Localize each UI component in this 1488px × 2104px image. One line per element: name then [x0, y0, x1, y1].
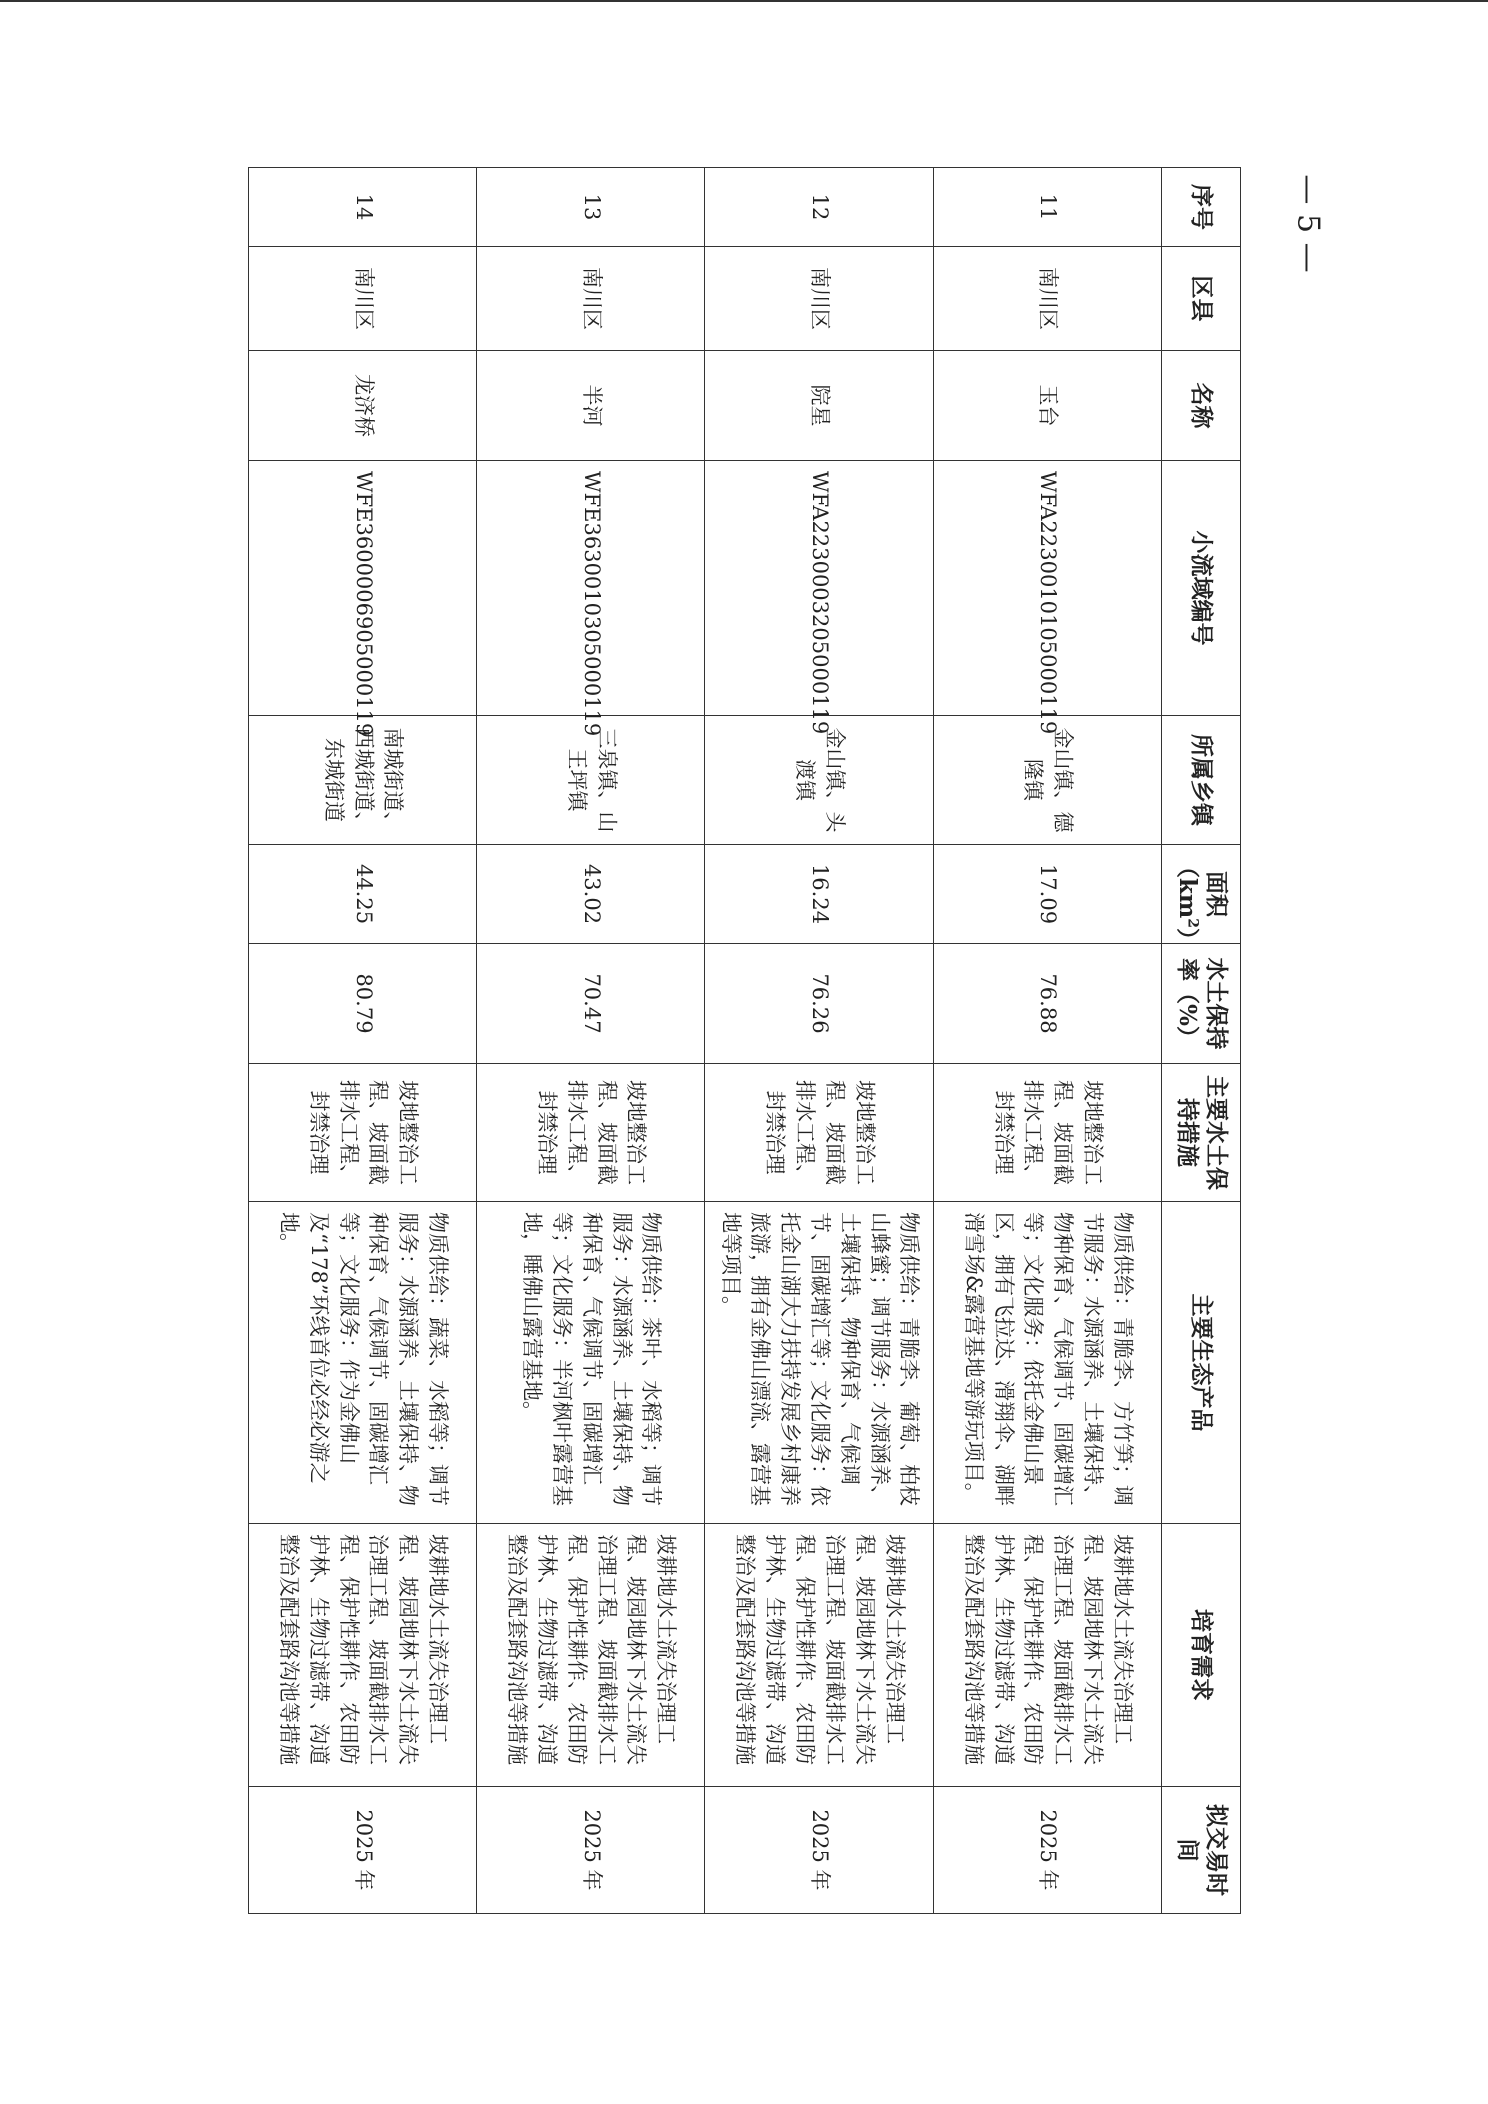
cell-name: 院星 [705, 351, 933, 461]
header-watershed-code: 小流域编号 [1162, 461, 1241, 716]
cell-rate: 80.79 [249, 944, 477, 1064]
header-row [1162, 168, 1241, 1914]
cell-rate: 76.26 [705, 944, 933, 1064]
header-town: 所属乡镇 [1162, 716, 1241, 845]
header-area-sup: 2 [1184, 918, 1201, 929]
cell-time: 2025 年 [933, 1787, 1161, 1914]
cell-time: 2025 年 [477, 1787, 705, 1914]
cell-area: 16.24 [705, 845, 933, 944]
table-row [933, 168, 1161, 1914]
cell-needs: 坡耕地水土流失治理工程、坡园地林下水土流失治理工程、坡面截排水工程、保护性耕作、农田防护林、生物过滤带、沟道整治及配套路沟池等措施 [249, 1524, 477, 1787]
header-conservation-rate: 水土保持率（%） [1162, 944, 1241, 1064]
watershed-table [248, 167, 1241, 1914]
header-measures: 主要水土保持措施 [1162, 1064, 1241, 1202]
cell-serial: 13 [477, 168, 705, 247]
cell-area: 43.02 [477, 845, 705, 944]
top-border-line [0, 0, 1488, 2]
cell-county: 南川区 [249, 247, 477, 351]
cell-rate: 76.88 [933, 944, 1161, 1064]
cell-county: 南川区 [933, 247, 1161, 351]
cell-code: WFA2230010105000119 [933, 461, 1161, 716]
cell-county: 南川区 [705, 247, 933, 351]
cell-code: WFE3630010305000119 [477, 461, 705, 716]
header-area [1162, 845, 1241, 952]
cell-name: 半河 [477, 351, 705, 461]
cell-area: 17.09 [933, 845, 1161, 944]
cell-measures: 坡地整治工程、坡面截排水工程、封禁治理 [705, 1064, 933, 1202]
cell-rate: 70.47 [477, 944, 705, 1064]
cell-products: 物质供给：蔬菜、水稻等；调节服务：水源涵养、土壤保持、物种保育、气候调节、固碳增汇等；文化服务：作为金佛山及“178”环线首位必经必游之地。 [249, 1202, 477, 1524]
table-row [705, 168, 933, 1914]
cell-serial: 12 [705, 168, 933, 247]
cell-products: 物质供给：青脆李、方竹笋；调节服务：水源涵养、土壤保持、物种保育、气候调节、固碳增汇等；文化服务：依托金佛山景区，拥有飞拉达、滑翔伞、湖畔滑雪场&露营基地等游玩项目。 [933, 1202, 1161, 1524]
cell-products: 物质供给：青脆李、葡萄、柏枝山蜂蜜；调节服务：水源涵养、土壤保持、物种保育、气候调节、固碳增汇等；文化服务：依托金山湖大力扶持发展乡村康养旅游，拥有金佛山漂流、露营基地等项目。 [705, 1202, 933, 1524]
cell-name: 龙济桥 [249, 351, 477, 461]
cell-town: 金山镇、德隆镇 [933, 716, 1161, 845]
cell-needs: 坡耕地水土流失治理工程、坡园地林下水土流失治理工程、坡面截排水工程、保护性耕作、农田防护林、生物过滤带、沟道整治及配套路沟池等措施 [933, 1524, 1161, 1787]
page-number: — 5 — [1290, 173, 1326, 273]
cell-county: 南川区 [477, 247, 705, 351]
cell-measures: 坡地整治工程、坡面截排水工程、封禁治理 [477, 1064, 705, 1202]
table-row [477, 168, 705, 1914]
cell-name: 玉台 [933, 351, 1161, 461]
header-county: 区县 [1162, 247, 1241, 351]
header-serial: 序号 [1162, 168, 1241, 247]
header-cultivation-needs: 培育需求 [1162, 1524, 1241, 1787]
cell-code: WFA2230003205000119 [705, 461, 933, 716]
cell-measures: 坡地整治工程、坡面截排水工程、封禁治理 [933, 1064, 1161, 1202]
cell-serial: 14 [249, 168, 477, 247]
header-area-close: ） [1174, 928, 1201, 952]
header-name: 名称 [1162, 351, 1241, 461]
header-trade-time: 拟交易时间 [1162, 1787, 1241, 1914]
cell-time: 2025 年 [249, 1787, 477, 1914]
cell-time: 2025 年 [705, 1787, 933, 1914]
cell-area: 44.25 [249, 845, 477, 944]
rotated-table-container [248, 167, 1241, 1913]
cell-town: 金山镇、头渡镇 [705, 716, 933, 845]
cell-needs: 坡耕地水土流失治理工程、坡园地林下水土流失治理工程、坡面截排水工程、保护性耕作、农田防护林、生物过滤带、沟道整治及配套路沟池等措施 [705, 1524, 933, 1787]
cell-measures: 坡地整治工程、坡面截排水工程、封禁治理 [249, 1064, 477, 1202]
header-area-label: 面积 [1202, 871, 1230, 917]
cell-products: 物质供给：茶叶、水稻等；调节服务：水源涵养、土壤保持、物种保育、气候调节、固碳增汇等；文化服务：半河枫叶露营基地，睡佛山露营基地。 [477, 1202, 705, 1524]
header-eco-products: 主要生态产品 [1162, 1202, 1241, 1524]
cell-code: WFE3600006905000119 [249, 461, 477, 716]
cell-town: 南城街道、西城街道、东城街道 [249, 716, 477, 845]
cell-serial: 11 [933, 168, 1161, 247]
cell-needs: 坡耕地水土流失治理工程、坡园地林下水土流失治理工程、坡面截排水工程、保护性耕作、农田防护林、生物过滤带、沟道整治及配套路沟池等措施 [477, 1524, 705, 1787]
header-area-unit: （km [1174, 855, 1201, 919]
table-row [249, 168, 477, 1914]
cell-town: 三泉镇、山王坪镇 [477, 716, 705, 845]
